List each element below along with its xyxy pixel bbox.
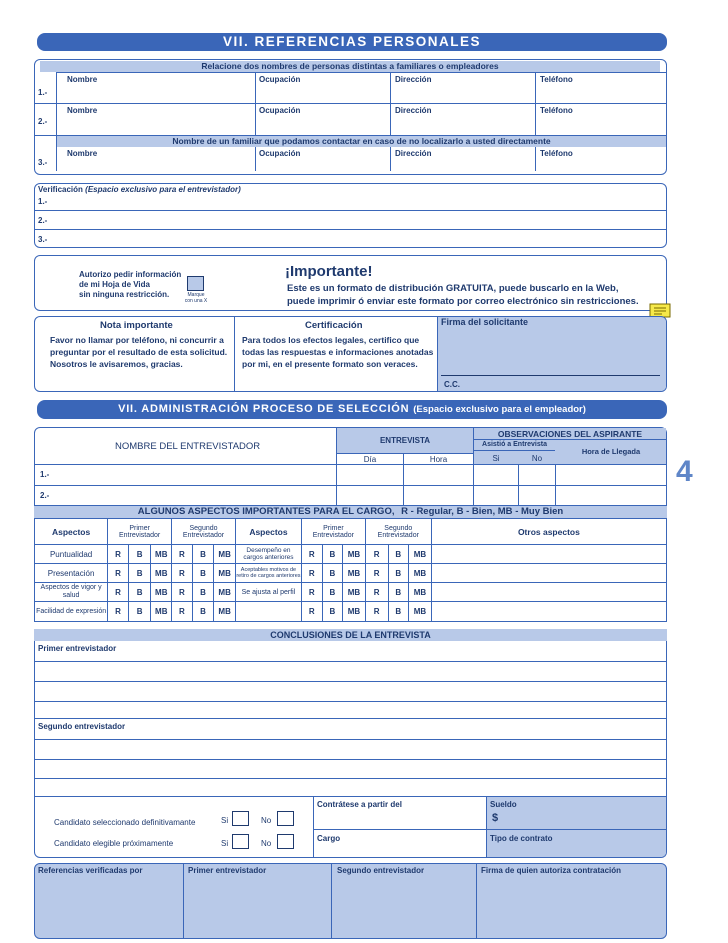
occupation-field-3[interactable]: Ocupación xyxy=(259,149,301,158)
grade-mb[interactable]: MB xyxy=(409,564,432,583)
note-line: Nosotros le avisaremos, gracias. xyxy=(50,359,183,369)
eligible-yes-label: Si xyxy=(221,839,229,848)
aspect-label: Desempeño en cargos anteriores xyxy=(235,545,301,564)
selected-yes-checkbox[interactable] xyxy=(232,811,249,826)
grade-r[interactable]: R xyxy=(365,602,388,622)
grade-b[interactable]: B xyxy=(322,583,343,602)
page-number: 4 xyxy=(676,455,693,488)
grade-mb[interactable]: MB xyxy=(214,564,236,583)
family-subtitle: Nombre de un familiar que podamos contactar en caso de no localizarlo a usted directamente xyxy=(57,136,666,147)
observations-header: OBSERVACIONES DEL ASPIRANTE xyxy=(497,429,643,439)
grade-mb[interactable]: MB xyxy=(343,545,366,564)
verification-row-2[interactable]: 2.- xyxy=(38,216,48,225)
name-field-1[interactable]: Nombre xyxy=(67,75,98,84)
admin-title: VII. ADMINISTRACIÓN PROCESO DE SELECCIÓN xyxy=(118,403,410,415)
selected-no-label: No xyxy=(261,816,272,825)
references-subtitle: Relacione dos nombres de personas distintas a familiares o empleadores xyxy=(40,61,660,72)
authorization-line: Autorizo pedir información xyxy=(79,270,182,279)
divider xyxy=(34,681,667,682)
attended-no: No xyxy=(531,454,543,463)
grade-b[interactable]: B xyxy=(322,602,343,622)
grade-b[interactable]: B xyxy=(388,602,409,622)
divider xyxy=(34,778,667,779)
divider xyxy=(34,661,667,662)
eligible-label: Candidato elegible próximamente xyxy=(54,839,174,848)
certification-line: por mi, en el presente formato son veraces. xyxy=(242,359,418,369)
address-field-3[interactable]: Dirección xyxy=(395,149,432,158)
certification-line: Para todos los efectos legales, certifico que xyxy=(242,335,420,345)
grade-mb[interactable]: MB xyxy=(409,545,432,564)
divider xyxy=(34,718,667,719)
grade-b[interactable]: B xyxy=(388,564,409,583)
arrival-header: Hora de Llegada xyxy=(581,447,641,456)
verification-note: (Espacio exclusivo para el entrevistador) xyxy=(85,185,241,194)
address-field-1[interactable]: Dirección xyxy=(395,75,432,84)
grade-mb[interactable]: MB xyxy=(343,564,366,583)
aspects-col-header: Aspectos xyxy=(235,519,301,545)
admin-note: (Espacio exclusivo para el empleador) xyxy=(413,404,586,415)
grade-b[interactable]: B xyxy=(128,564,151,583)
grade-r[interactable]: R xyxy=(301,545,322,564)
divider xyxy=(486,796,487,858)
divider xyxy=(313,829,667,830)
grade-r[interactable]: R xyxy=(108,602,129,622)
other-aspects-cell[interactable] xyxy=(431,602,666,622)
attended-header: Asistió a Entrevista xyxy=(482,441,547,448)
second-interviewer-header: Segundo Entrevistador xyxy=(172,519,236,545)
divider xyxy=(34,103,667,104)
grade-r-key: R xyxy=(401,506,408,517)
divider xyxy=(437,316,438,392)
grade-mb-key: MB xyxy=(497,506,513,517)
divider xyxy=(234,316,235,392)
aspect-label: Facilidad de expresión xyxy=(35,602,108,622)
certification-line: todas las respuestas e informaciones anotadas xyxy=(242,347,434,357)
grade-r[interactable]: R xyxy=(301,583,322,602)
row-number: 1.- xyxy=(38,88,48,97)
authorization-text xyxy=(79,270,181,300)
second-interviewer-header: Segundo Entrevistador xyxy=(365,519,431,545)
other-aspects-cell[interactable] xyxy=(431,564,666,583)
grade-b[interactable]: B xyxy=(192,602,214,622)
signature-line[interactable] xyxy=(441,375,660,376)
aspect-label: Presentación xyxy=(35,564,108,583)
selected-yes-label: Si xyxy=(221,816,229,825)
aspects-header-row xyxy=(35,519,667,545)
grade-r[interactable]: R xyxy=(108,545,129,564)
grade-b[interactable]: B xyxy=(128,583,151,602)
day-header: Día xyxy=(363,455,377,464)
note-line: Favor no llamar por teléfono, ni concurrir a xyxy=(50,335,224,345)
mark-hint xyxy=(182,292,210,304)
signature-panel xyxy=(437,317,666,391)
authorization-line: sin ninguna restricción. xyxy=(79,290,170,299)
note-title: Nota importante xyxy=(100,320,173,331)
grade-b[interactable]: B xyxy=(388,583,409,602)
section-title-references: VII. REFERENCIAS PERSONALES xyxy=(37,33,667,51)
grade-mb[interactable]: MB xyxy=(151,564,172,583)
important-line: Este es un formato de distribución GRATUITA, puede buscarlo en la Web, xyxy=(287,283,619,294)
aspect-row xyxy=(35,602,667,622)
grade-mb[interactable]: MB xyxy=(151,583,172,602)
aspects-header xyxy=(34,506,667,518)
name-field-3[interactable]: Nombre xyxy=(67,149,98,158)
verification-row-3[interactable]: 3.- xyxy=(38,235,48,244)
divider xyxy=(34,739,667,740)
grade-mb[interactable]: MB xyxy=(214,602,236,622)
divider xyxy=(390,72,391,171)
interview-row-1[interactable]: 1.- xyxy=(40,470,50,479)
certification-text xyxy=(242,334,433,370)
salary-label: Sueldo xyxy=(490,800,517,809)
conclusions-header: CONCLUSIONES DE LA ENTREVISTA xyxy=(34,629,667,641)
mark-hint-line: con una X xyxy=(184,298,208,304)
section-title-admin xyxy=(37,400,667,419)
grade-r[interactable]: R xyxy=(365,564,388,583)
aspects-col-header: Aspectos xyxy=(35,519,108,545)
grade-mb[interactable]: MB xyxy=(409,583,432,602)
aspect-label: Puntualidad xyxy=(35,545,108,564)
certification-title: Certificación xyxy=(305,320,363,331)
aspects-table xyxy=(34,518,667,622)
divider xyxy=(313,796,314,858)
grade-r[interactable]: R xyxy=(365,545,388,564)
divider xyxy=(336,453,473,454)
note-line: preguntar por el resultado de esta solicitud. xyxy=(50,347,228,357)
grade-r[interactable]: R xyxy=(301,564,322,583)
mark-hint-line: Marque xyxy=(187,292,205,298)
hour-header: Hora xyxy=(429,455,448,464)
grade-mb[interactable]: MB xyxy=(151,545,172,564)
authorization-checkbox[interactable] xyxy=(187,276,204,291)
aspect-row xyxy=(35,545,667,564)
verification-row-1[interactable]: 1.- xyxy=(38,197,48,206)
interview-header: ENTREVISTA xyxy=(379,436,431,445)
phone-field-2[interactable]: Teléfono xyxy=(540,106,573,115)
grade-mb[interactable]: MB xyxy=(214,545,236,564)
grade-mb[interactable]: MB xyxy=(343,583,366,602)
aspect-row xyxy=(35,583,667,602)
grade-r[interactable]: R xyxy=(172,564,193,583)
divider xyxy=(34,210,667,211)
grade-r[interactable]: R xyxy=(172,583,193,602)
selected-label: Candidato seleccionado definitivamante xyxy=(54,818,196,827)
currency-sign[interactable]: $ xyxy=(492,812,499,824)
grade-b[interactable]: B xyxy=(192,583,214,602)
occupation-field-2[interactable]: Ocupación xyxy=(259,106,301,115)
eligible-yes-checkbox[interactable] xyxy=(232,834,249,849)
eligible-no-checkbox[interactable] xyxy=(277,834,294,849)
divider xyxy=(56,72,57,171)
occupation-field-1[interactable]: Ocupación xyxy=(259,75,301,84)
aspect-label: Aceptables motivos de retiro de cargos anteriores xyxy=(235,564,301,583)
footer-second-field[interactable]: Segundo entrevistador xyxy=(337,866,425,875)
first-interviewer-header: Primer Entrevistador xyxy=(108,519,172,545)
verification-label: Verificación xyxy=(38,185,83,194)
grade-b-key: B xyxy=(456,506,464,517)
grade-r[interactable]: R xyxy=(365,583,388,602)
grade-b[interactable]: B xyxy=(192,545,214,564)
row-number: 2.- xyxy=(38,117,48,126)
divider xyxy=(473,439,667,440)
first-interviewer-header: Primer Entrevistador xyxy=(301,519,365,545)
divider xyxy=(535,72,536,171)
attended-yes: Si xyxy=(492,454,500,463)
row-number: 3.- xyxy=(38,158,48,167)
divider xyxy=(34,464,667,465)
other-aspects-cell[interactable] xyxy=(431,545,666,564)
note-text xyxy=(50,334,227,370)
divider xyxy=(34,229,667,230)
phone-field-3[interactable]: Teléfono xyxy=(540,149,573,158)
divider xyxy=(473,450,555,451)
grade-r[interactable]: R xyxy=(108,583,129,602)
grade-r-text: - Regular, xyxy=(410,506,454,517)
aspect-label: Aspectos de vigor y salud xyxy=(35,583,108,602)
grade-mb[interactable]: MB xyxy=(343,602,366,622)
grade-mb[interactable]: MB xyxy=(214,583,236,602)
divider xyxy=(34,701,667,702)
divider xyxy=(255,72,256,171)
grade-mb[interactable]: MB xyxy=(151,602,172,622)
conclusions-first-label: Primer entrevistador xyxy=(38,644,117,653)
footer-refs-field[interactable]: Referencias verificadas por xyxy=(38,866,143,875)
important-text xyxy=(287,282,639,308)
eligible-no-label: No xyxy=(261,839,272,848)
interviewer-name-header: NOMBRE DEL ENTREVISTADOR xyxy=(115,441,261,452)
grade-b[interactable]: B xyxy=(388,545,409,564)
signature-title: Firma del solicitante xyxy=(441,317,529,327)
grade-b[interactable]: B xyxy=(322,545,343,564)
aspect-label xyxy=(235,602,301,622)
authorization-line: de mi Hoja de Vida xyxy=(79,280,150,289)
position-field[interactable]: Cargo xyxy=(317,834,341,843)
divider xyxy=(34,485,667,486)
phone-field-1[interactable]: Teléfono xyxy=(540,75,573,84)
grade-mb-text: - Muy Bien xyxy=(515,506,564,517)
contract-type-field[interactable]: Tipo de contrato xyxy=(490,834,553,843)
grade-b[interactable]: B xyxy=(128,602,151,622)
grade-r[interactable]: R xyxy=(172,602,193,622)
contract-from-field[interactable]: Contrátese a partir del xyxy=(317,800,402,809)
footer-first-field[interactable]: Primer entrevistador xyxy=(188,866,267,875)
grade-r[interactable]: R xyxy=(172,545,193,564)
aspect-row xyxy=(35,564,667,583)
aspects-header-text: ALGUNOS ASPECTOS IMPORTANTES PARA EL CARGO, xyxy=(137,506,395,517)
grade-b[interactable]: B xyxy=(128,545,151,564)
important-line: puede imprimir ó enviar este formato por correo electrónico sin restricciones. xyxy=(287,296,639,307)
divider xyxy=(34,759,667,760)
signature-cc: C.C. xyxy=(444,380,460,389)
conclusions-second-label: Segundo entrevistador xyxy=(38,722,126,731)
other-aspects-header: Otros aspectos xyxy=(431,519,666,545)
grade-b[interactable]: B xyxy=(192,564,214,583)
aspect-label: Se ajusta al perfil xyxy=(235,583,301,602)
divider xyxy=(331,863,332,939)
grade-r[interactable]: R xyxy=(301,602,322,622)
grade-b-text: - Bien, xyxy=(466,506,496,517)
grade-b[interactable]: B xyxy=(322,564,343,583)
name-field-2[interactable]: Nombre xyxy=(67,106,98,115)
divider xyxy=(476,863,477,939)
other-aspects-cell[interactable] xyxy=(431,583,666,602)
divider xyxy=(56,72,667,73)
divider xyxy=(183,863,184,939)
footer-sign-field[interactable]: Firma de quien autoriza contratación xyxy=(481,866,622,875)
interview-row-2[interactable]: 2.- xyxy=(40,491,50,500)
selected-no-checkbox[interactable] xyxy=(277,811,294,826)
grade-mb[interactable]: MB xyxy=(409,602,432,622)
verification-title xyxy=(38,185,241,194)
grade-r[interactable]: R xyxy=(108,564,129,583)
address-field-2[interactable]: Dirección xyxy=(395,106,432,115)
important-title: ¡Importante! xyxy=(285,263,373,280)
